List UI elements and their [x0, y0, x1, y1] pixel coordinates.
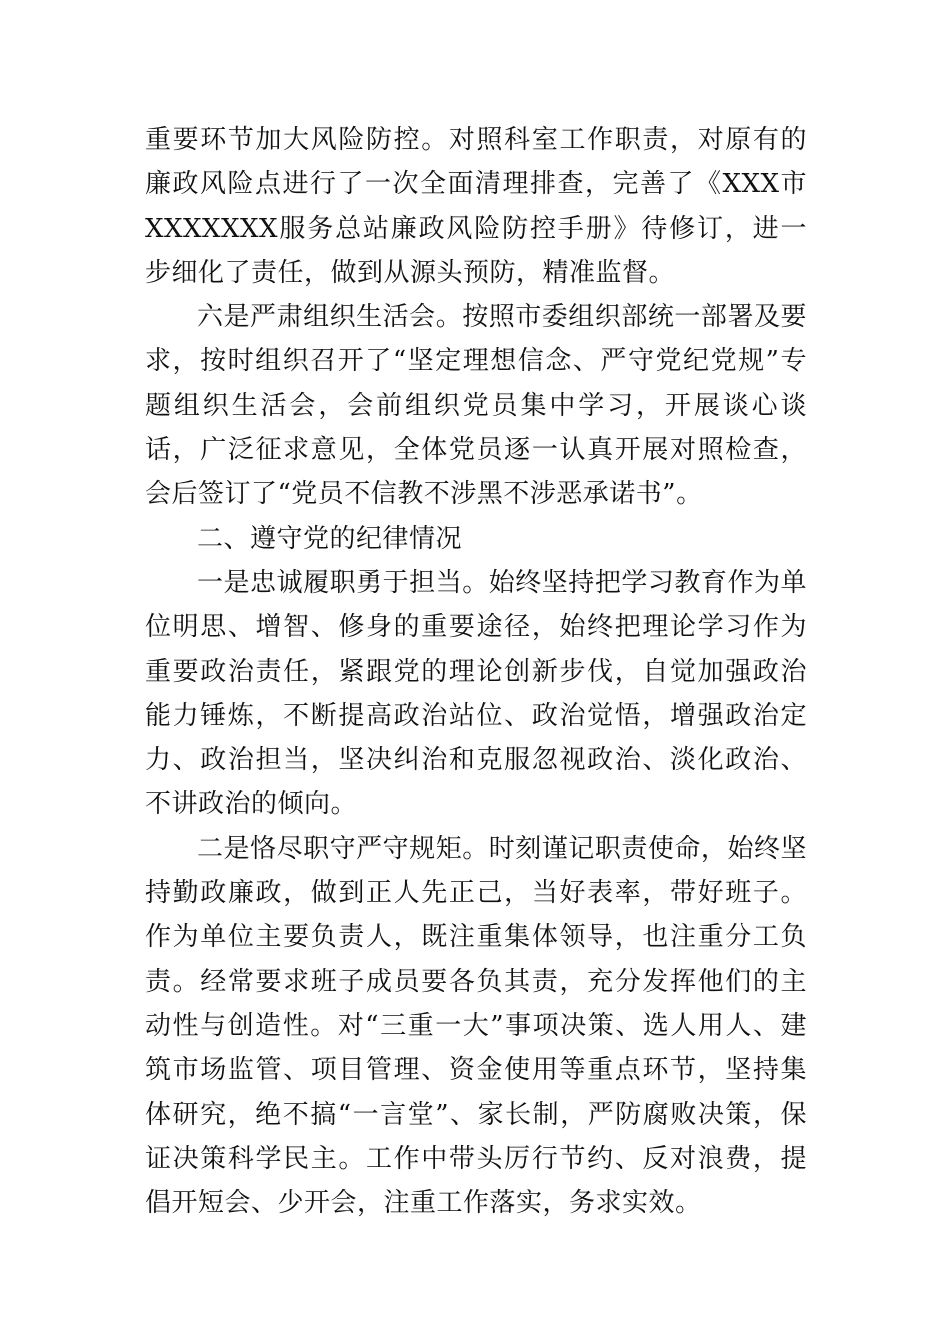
paragraph-risk-control: 重要环节加大风险防控。对照科室工作职责，对原有的廉政风险点进行了一次全面清理排查，完善了《XXX市XXXXXXX服务总站廉政风险防控手册》待修订，进一步细化了责任，做到从源头预防，精准监督。	[145, 125, 807, 288]
section-heading-discipline: 二、遵守党的纪律情况	[197, 523, 463, 554]
document-body	[145, 118, 807, 1225]
paragraph-observe-rules: 二是恪尽职守严守规矩。时刻谨记职责使命，始终坚持勤政廉政，做到正人先正己，当好表率，带好班子。作为单位主要负责人，既注重集体领导，也注重分工负责。经常要求班子成员要各负其责，充分发挥他们的主动性与创造性。对“三重一大”事项决策、选人用人、建筑市场监管、项目管理、资金使用等重点环节，坚持集体研究，绝不搞“一言堂”、家长制，严防腐败决策，保证决策科学民主。工作中带头厉行节约、反对浪费，提倡开短会、少开会，注重工作落实，务求实效。	[145, 833, 807, 1219]
paragraph-loyal-duty: 一是忠诚履职勇于担当。始终坚持把学习教育作为单位明思、增智、修身的重要途径，始终把理论学习作为重要政治责任，紧跟党的理论创新步伐，自觉加强政治能力锤炼，不断提高政治站位、政治觉悟，增强政治定力、政治担当，坚决纠治和克服忽视政治、淡化政治、不讲政治的倾向。	[145, 567, 807, 820]
paragraph-organization-life-meeting: 六是严肃组织生活会。按照市委组织部统一部署及要求，按时组织召开了“坚定理想信念、严守党纪党规”专题组织生活会，会前组织党员集中学习，开展谈心谈话，广泛征求意见，全体党员逐一认真开展对照检查，会后签订了“党员不信教不涉黑不涉恶承诺书”。	[145, 302, 807, 510]
